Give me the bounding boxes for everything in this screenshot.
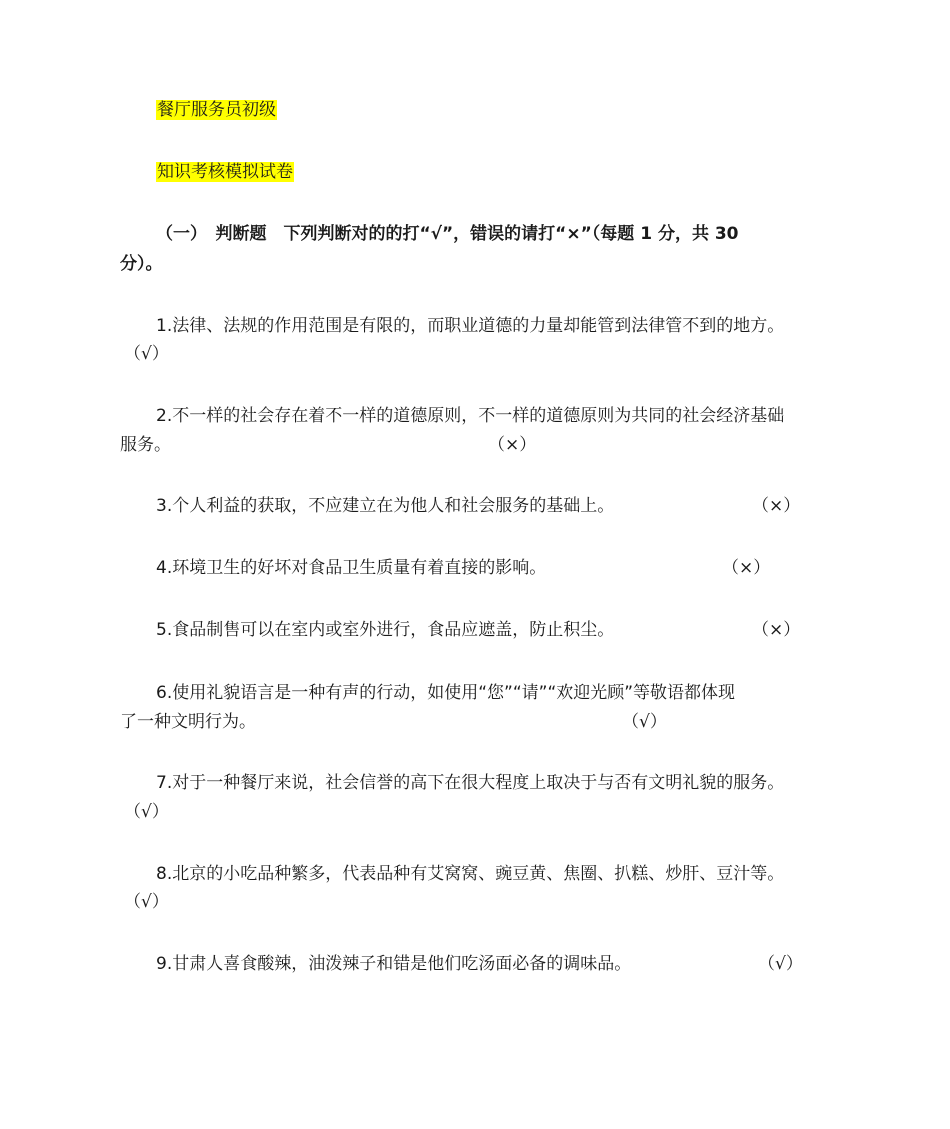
question-3-text: 3.个人利益的获取，不应建立在为他人和社会服务的基础上。 — [156, 496, 615, 516]
section-heading-line1: （一） 判断题 下列判断对的的打“√”，错误的请打“×”（每题 1 分，共 30 — [156, 224, 739, 244]
question-8-text: 8.北京的小吃品种繁多，代表品种有艾窝窝、豌豆黄、焦圈、扒糕、炒肝、豆汁等。 — [156, 864, 785, 884]
document-subtitle — [156, 160, 294, 184]
question-9-answer: （√） — [758, 954, 803, 974]
question-8-answer: （√） — [124, 892, 169, 912]
question-6-answer: （√） — [622, 712, 667, 732]
question-5-answer: （×） — [752, 620, 801, 640]
question-2-answer: （×） — [488, 435, 537, 455]
question-3-answer: （×） — [752, 496, 801, 516]
question-7-text: 7.对于一种餐厅来说，社会信誉的高下在很大程度上取决于与否有文明礼貌的服务。 — [156, 773, 785, 793]
question-1-answer: （√） — [124, 344, 169, 364]
question-2-text-cont: 服务。 — [120, 435, 171, 455]
question-5-text: 5.食品制售可以在室内或室外进行，食品应遮盖，防止积尘。 — [156, 620, 615, 640]
question-1-text: 1.法律、法规的作用范围是有限的，而职业道德的力量却能管到法律管不到的地方。 — [156, 316, 785, 336]
question-2-text: 2.不一样的社会存在着不一样的道德原则，不一样的道德原则为共同的社会经济基础 — [156, 406, 785, 426]
subtitle-highlight: 知识考核模拟试卷 — [157, 162, 293, 182]
question-4-answer: （×） — [722, 558, 771, 578]
question-6-text: 6.使用礼貌语言是一种有声的行动，如使用“您”“请”“欢迎光顾”等敬语都体现 — [156, 683, 736, 703]
question-6-text-cont: 了一种文明行为。 — [120, 712, 256, 732]
section-heading-line2: 分）。 — [120, 254, 163, 274]
document-title — [156, 98, 277, 122]
title-highlight: 餐厅服务员初级 — [157, 100, 276, 120]
question-4-text: 4.环境卫生的好坏对食品卫生质量有着直接的影响。 — [156, 558, 547, 578]
question-9-text: 9.甘肃人喜食酸辣，油泼辣子和错是他们吃汤面必备的调味品。 — [156, 954, 632, 974]
question-7-answer: （√） — [124, 802, 169, 822]
